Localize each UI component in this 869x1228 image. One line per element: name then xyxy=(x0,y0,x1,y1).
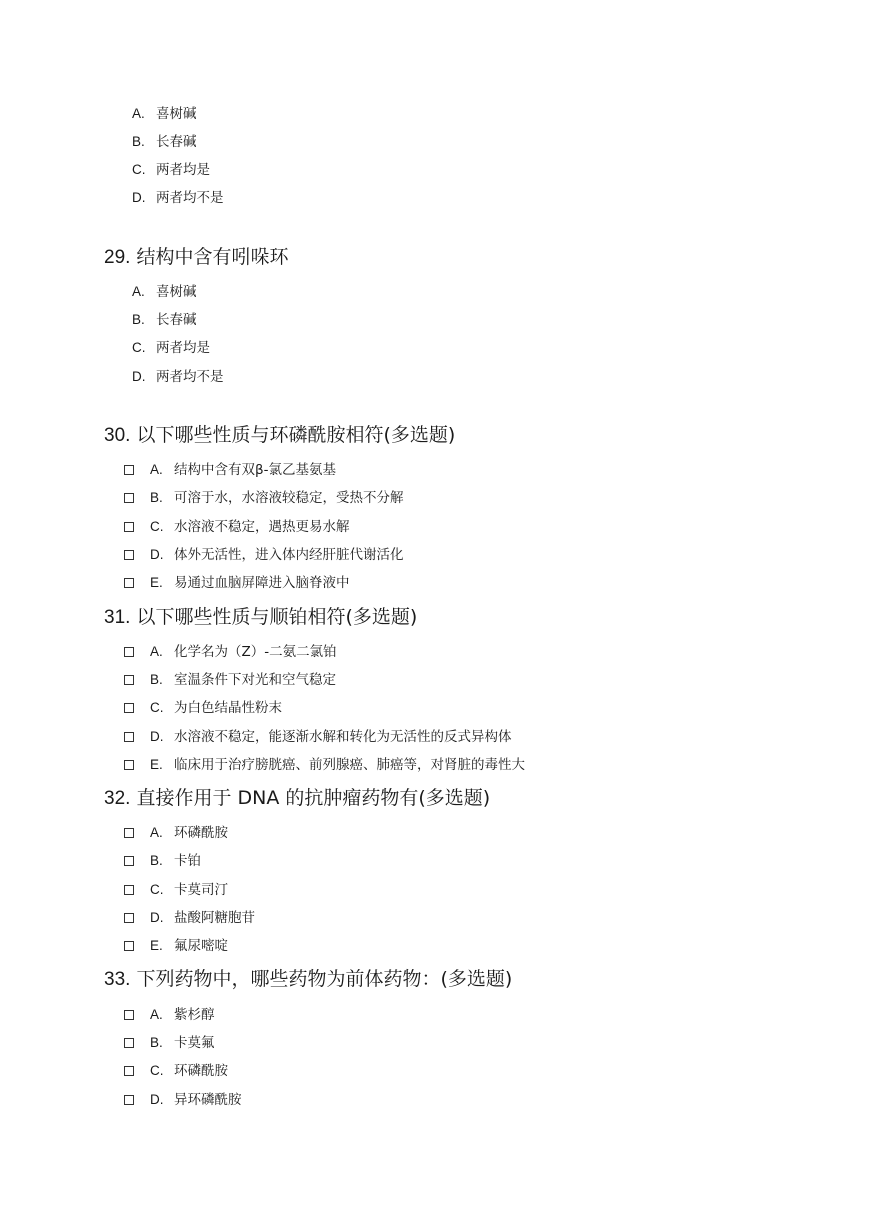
checkbox[interactable] xyxy=(124,1010,134,1020)
checkbox[interactable] xyxy=(124,828,134,838)
checkbox[interactable] xyxy=(124,522,134,532)
option-a[interactable]: A. 环磷酰胺 xyxy=(124,824,228,842)
option-b: B. 长春碱 xyxy=(132,312,197,328)
option-d[interactable]: D. 盐酸阿糖胞苷 xyxy=(124,909,255,927)
option-d[interactable]: D. 水溶液不稳定，能逐渐水解和转化为无活性的反式异构体 xyxy=(124,728,512,746)
checkbox[interactable] xyxy=(124,1066,134,1076)
option-a[interactable]: A. 化学名为（Z）-二氨二氯铂 xyxy=(124,643,337,661)
option-d[interactable]: D. 体外无活性，进入体内经肝脏代谢活化 xyxy=(124,546,404,564)
option-b[interactable]: B. 卡铂 xyxy=(124,852,201,870)
option-a[interactable]: A. 紫杉醇 xyxy=(124,1006,215,1024)
checkbox[interactable] xyxy=(124,1095,134,1105)
checkbox[interactable] xyxy=(124,885,134,895)
checkbox[interactable] xyxy=(124,675,134,685)
checkbox[interactable] xyxy=(124,760,134,770)
option-e[interactable]: E. 临床用于治疗膀胱癌、前列腺癌、肺癌等，对肾脏的毒性大 xyxy=(124,756,525,774)
option-c[interactable]: C. 为白色结晶性粉末 xyxy=(124,699,282,717)
option-c[interactable]: C. 水溶液不稳定，遇热更易水解 xyxy=(124,518,350,536)
question-title: 31. 以下哪些性质与顺铂相符(多选题) xyxy=(104,606,418,628)
option-b[interactable]: B. 可溶于水，水溶液较稳定，受热不分解 xyxy=(124,489,404,507)
option-e[interactable]: E. 氟尿嘧啶 xyxy=(124,937,228,955)
question-title: 33. 下列药物中，哪些药物为前体药物：(多选题) xyxy=(104,968,513,990)
option-c[interactable]: C. 环磷酰胺 xyxy=(124,1062,228,1080)
checkbox[interactable] xyxy=(124,856,134,866)
question-title: 32. 直接作用于 DNA 的抗肿瘤药物有(多选题) xyxy=(104,787,491,809)
checkbox[interactable] xyxy=(124,647,134,657)
checkbox[interactable] xyxy=(124,732,134,742)
checkbox[interactable] xyxy=(124,465,134,475)
option-d: D. 两者均不是 xyxy=(132,190,224,206)
option-a[interactable]: A. 结构中含有双β-氯乙基氨基 xyxy=(124,461,336,479)
checkbox[interactable] xyxy=(124,578,134,588)
checkbox[interactable] xyxy=(124,941,134,951)
checkbox[interactable] xyxy=(124,550,134,560)
option-a: A. 喜树碱 xyxy=(132,284,197,300)
question-title: 29. 结构中含有吲哚环 xyxy=(104,246,289,268)
option-d: D. 两者均不是 xyxy=(132,369,224,385)
option-b[interactable]: B. 室温条件下对光和空气稳定 xyxy=(124,671,336,689)
option-c: C. 两者均是 xyxy=(132,340,210,356)
option-c: C. 两者均是 xyxy=(132,162,210,178)
option-a: A. 喜树碱 xyxy=(132,106,197,122)
question-title: 30. 以下哪些性质与环磷酰胺相符(多选题) xyxy=(104,424,456,446)
checkbox[interactable] xyxy=(124,493,134,503)
option-e[interactable]: E. 易通过血脑屏障进入脑脊液中 xyxy=(124,574,350,592)
checkbox[interactable] xyxy=(124,1038,134,1048)
option-c[interactable]: C. 卡莫司汀 xyxy=(124,881,228,899)
checkbox[interactable] xyxy=(124,703,134,713)
option-d[interactable]: D. 异环磷酰胺 xyxy=(124,1091,242,1109)
checkbox[interactable] xyxy=(124,913,134,923)
option-b: B. 长春碱 xyxy=(132,134,197,150)
option-b[interactable]: B. 卡莫氟 xyxy=(124,1034,215,1052)
